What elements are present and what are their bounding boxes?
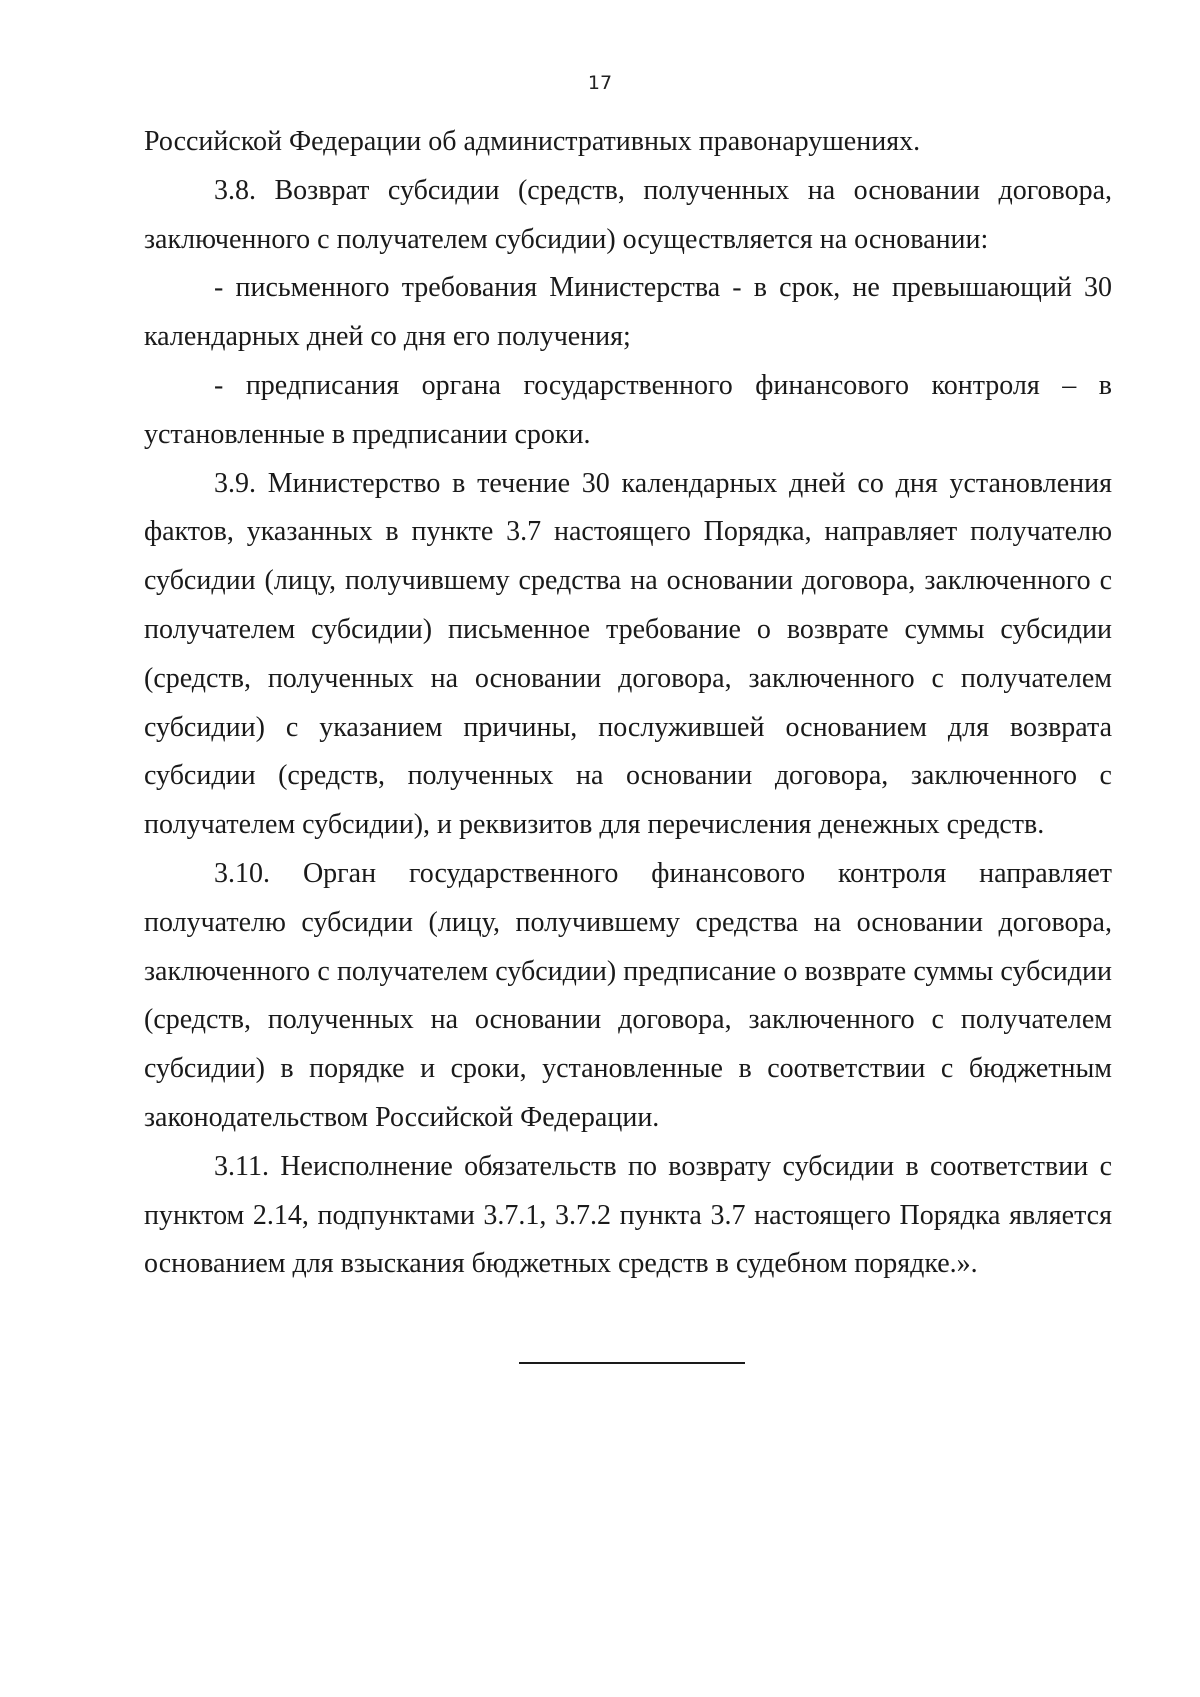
page-number: 17 bbox=[587, 72, 613, 94]
paragraph-continuation: Российской Федерации об административных правонарушениях. bbox=[144, 126, 921, 157]
paragraph-3-8: 3.8. Возврат субсидии (средств, полученных на основании договора, заключенного с получателем субсидии) осуществляется на основании: bbox=[144, 174, 1112, 255]
document-body bbox=[144, 118, 1112, 1289]
paragraph-3-10: 3.10. Орган государственного финансового контроля направляет получателю субсидии (лицу, получившему средства на основании договора, заключенного с получателем субсидии) предписание о возврате суммы субсидии (средств, полученных на основании договора, заключенного с получателем субсидии) в порядке и сроки, установленные в соответствии с бюджетным законодательством Российской Федерации. bbox=[144, 857, 1112, 1133]
paragraph-3-8-item-1: - письменного требования Министерства - в срок, не превышающий 30 календарных дней со дня его получения; bbox=[144, 272, 1112, 353]
paragraph-3-11: 3.11. Неисполнение обязательств по возврату субсидии в соответствии с пунктом 2.14, подпунктами 3.7.1, 3.7.2 пункта 3.7 настоящего Порядка является основанием для взыскания бюджетных средств в судебном порядке.». bbox=[144, 1150, 1112, 1280]
paragraph-3-8-item-2: - предписания органа государственного финансового контроля – в установленные в предписании сроки. bbox=[144, 369, 1112, 450]
paragraph-3-9: 3.9. Министерство в течение 30 календарных дней со дня установления фактов, указанных в пункте 3.7 настоящего Порядка, направляет получателю субсидии (лицу, получившему средства на основании договора, заключенного с получателем субсидии) письменное требование о возврате суммы субсидии (средств, полученных на основании договора, заключенного с получателем субсидии) с указанием причины, послужившей основанием для возврата субсидии (средств, полученных на основании договора, заключенного с получателем субсидии), и реквизитов для перечисления денежных средств. bbox=[144, 467, 1112, 841]
end-of-document-rule bbox=[519, 1362, 745, 1364]
